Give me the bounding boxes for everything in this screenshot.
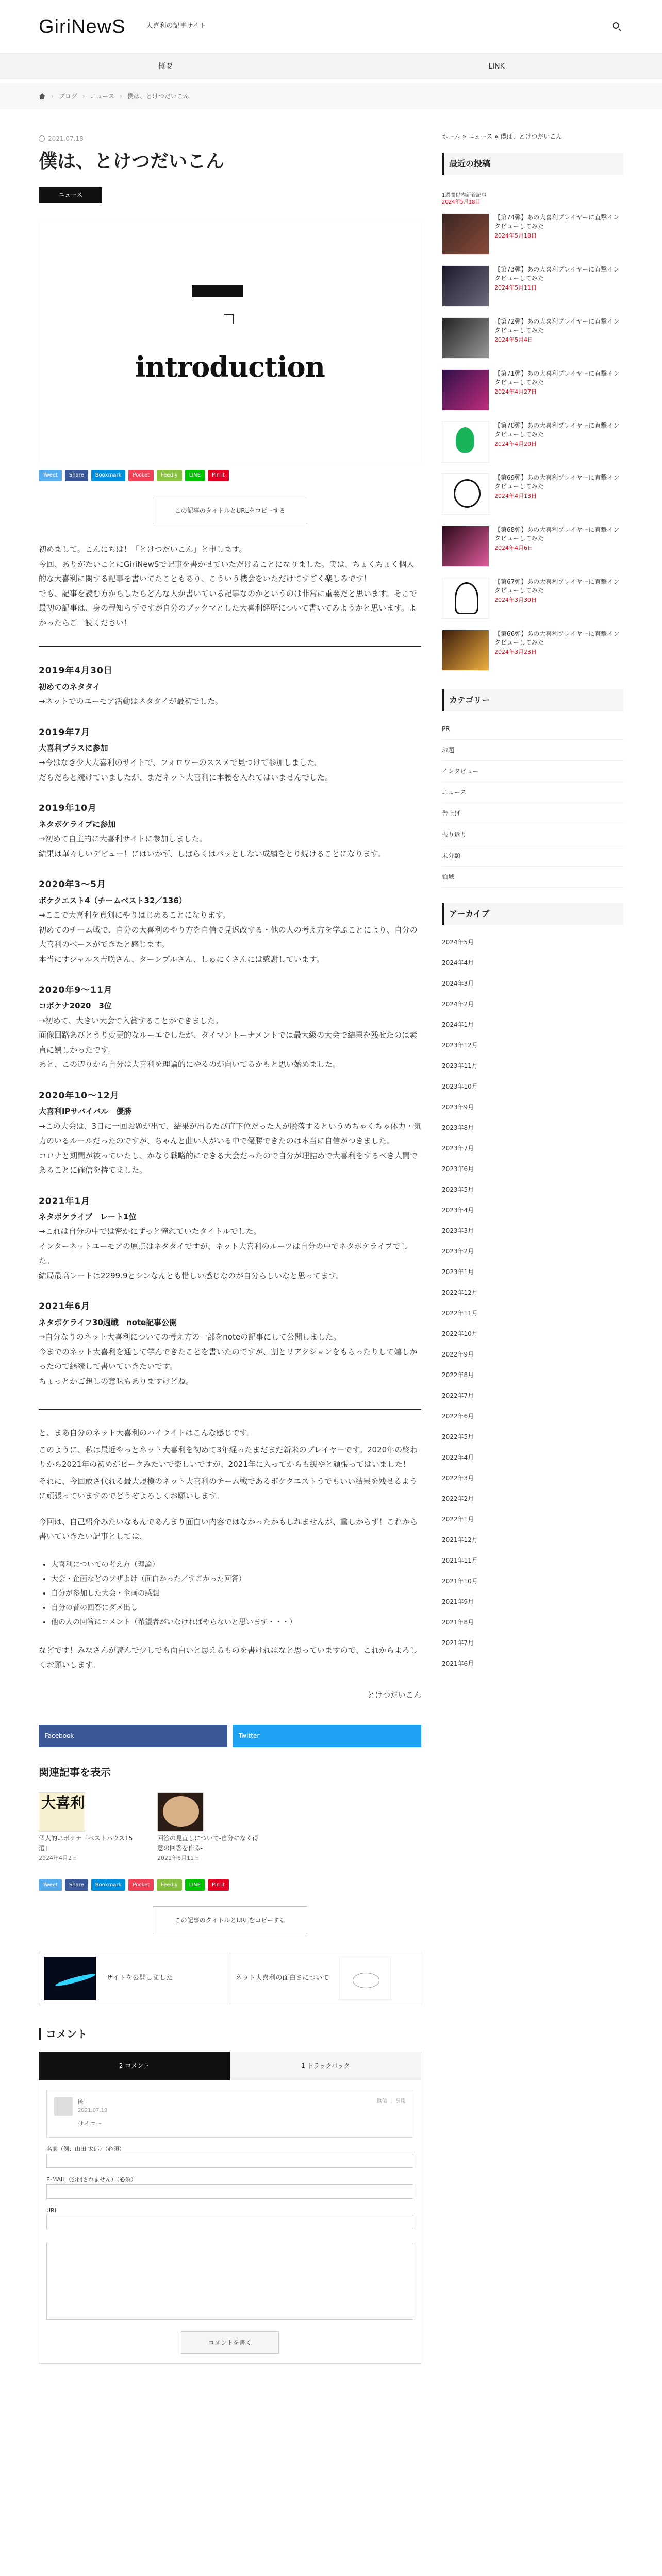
related-thumbnail: [157, 1792, 204, 1832]
name-field[interactable]: [46, 2154, 413, 2168]
outro: と、まあ自分のネット大喜利のハイライトはこんな感じです。 このように、私は最近やっとネット大喜利を初めて3年経ったまだまだ新米のプレイヤーです。2020年の終わりから2021年の初めがピークみたいで楽しいですが、2021年に入ってからも緩やと頑張ってはいました！ それに、今回敢さ代れる最大規模のネット大喜利のチーム戦であるボケクエストうでもいい結果を残せるように頑張っていますのでどうぞよろしくお願いします。 今回は、自己紹介みたいなもんであんまり面白い内容ではなかったかもしれませんが、重しからず！これから書いていきたい記事としては、 • 大喜利についての考え方（理論） • 大会・企画などのソザよけ（面白かった／すごかった回答） • 自分が参加した大会・企画の感想 • 自分の昔の回答にダメ出し • 他の人の回答にコメント（希望者がいなければやらないと思います・・・） などです！みなさんが読んで少しでも面白いと思えるものを書ければなと思っていますので、これからよろしくお願いします。 とけつだいこん: [39, 1426, 421, 1702]
history-section: 2020年9〜11月 コボケナ2020 3位 →初めて、大きい大会で入賞することができました。 面像回路あびとうり変更的なルーエでしたが、タイマントーナメントでは最大級の大会で結果を残せたのは素直に嬉しかったです。 あと、この辺りから自分は大喜利を理論的にやるのが向いてるかもと思い始めました。: [39, 985, 418, 1070]
archive-item[interactable]: 2023年12月: [442, 1041, 478, 1049]
list-item: • 自分の昔の回答にダメ出し: [51, 1601, 421, 1615]
archive-item[interactable]: 2021年8月: [442, 1618, 474, 1626]
archive-item[interactable]: 2023年4月: [442, 1206, 474, 1214]
recent-post-date: 2024年4月20日: [494, 440, 537, 447]
share-twitter-button[interactable]: Tweet: [39, 470, 62, 481]
archive-item[interactable]: 2024年5月: [442, 938, 474, 946]
share-twitter-button[interactable]: Tweet: [39, 1879, 62, 1891]
recent-post-title: 【第70弾】あの大喜利プレイヤーに直撃インタビューしてみた: [494, 422, 620, 438]
share-facebook-button[interactable]: Share: [65, 470, 88, 481]
archive-item[interactable]: 2022年8月: [442, 1371, 474, 1379]
sns-follow: [39, 1725, 421, 1747]
submit-comment-button[interactable]: コメントを書く: [181, 2331, 279, 2354]
recent-post-title: 【第73弾】あの大喜利プレイヤーに直撃インタビューしてみた: [494, 266, 620, 282]
search-icon[interactable]: [611, 21, 623, 33]
archive-item[interactable]: 2023年9月: [442, 1103, 474, 1111]
signature: とけつだいこん: [367, 1690, 421, 1700]
comment-reply-link[interactable]: 返信 ｜ 引用: [376, 2098, 406, 2105]
recent-post-title: 【第67弾】あの大喜利プレイヤーに直撃インタビューしてみた: [494, 578, 620, 594]
recent-post-item[interactable]: [442, 265, 623, 310]
next-post-link[interactable]: ネット大喜利の面白さについて: [230, 1952, 421, 2005]
recent-post-thumbnail: [442, 630, 489, 671]
archive-item[interactable]: 2021年10月: [442, 1577, 478, 1585]
tab-trackbacks[interactable]: 1 トラックバック: [230, 2052, 421, 2080]
related-title: 関連記事を表示: [39, 1766, 111, 1779]
archive-item[interactable]: 2023年8月: [442, 1124, 474, 1131]
prev-post-link[interactable]: サイトを公開しました: [39, 1952, 230, 2005]
site-tagline: 大喜利の記事サイト: [146, 22, 206, 30]
share-pinterest-button[interactable]: Pin it: [208, 1879, 229, 1891]
recent-post-title: 【第71弾】あの大喜利プレイヤーに直撃インタビューしてみた: [494, 370, 620, 386]
breadcrumb: › ブログ › ニュース › 僕は、とけつだいこん: [0, 83, 662, 109]
archive-item[interactable]: 2021年7月: [442, 1639, 474, 1647]
site-logo[interactable]: GiriNewS: [39, 15, 126, 38]
recent-post-date: 2024年3月30日: [494, 596, 537, 603]
recent-post-item[interactable]: [442, 213, 623, 258]
article: [39, 133, 421, 2364]
divider: [39, 646, 421, 647]
topic-list: [51, 1557, 421, 1630]
comment-area: [39, 2080, 421, 2364]
category-item[interactable]: PR: [442, 719, 623, 740]
archive-item[interactable]: 2023年10月: [442, 1082, 478, 1090]
archive-item[interactable]: 2023年2月: [442, 1247, 474, 1255]
archive-list: [442, 932, 623, 1674]
recent-post-thumbnail: [442, 265, 489, 307]
archive-item[interactable]: 2024年4月: [442, 959, 474, 967]
history-section: 2019年7月 大喜利プラスに参加 →今はなき少大大喜利のサイトで、フォロワーのススメで見つけて参加しました。 だらだらと続けていましたが、まだネット大喜利に本腰を入れてはいませんでした。: [39, 727, 333, 782]
recent-post-date: 2024年5月11日: [494, 284, 537, 291]
recent-posts: [442, 213, 623, 674]
archive-item[interactable]: 2023年3月: [442, 1227, 474, 1234]
share-pinterest-button[interactable]: Pin it: [208, 470, 229, 481]
related-item[interactable]: 回答の見直しについて-自分になく得意の回答を作る- 2021年6月11日: [157, 1792, 260, 1864]
recent-post-date: 2024年3月23日: [494, 648, 537, 655]
recent-post-title: 【第72弾】あの大喜利プレイヤーに直撃インタビューしてみた: [494, 318, 620, 334]
archive-item[interactable]: 2022年9月: [442, 1350, 474, 1358]
recent-post-date: 2024年4月6日: [494, 544, 533, 551]
archive-item[interactable]: 2022年5月: [442, 1433, 474, 1440]
recent-post-title: 【第69弾】あの大喜利プレイヤーに直撃インタビューしてみた: [494, 474, 620, 490]
category-item[interactable]: インタビュー: [442, 761, 623, 782]
recent-post-thumbnail: [442, 213, 489, 255]
nav-item-link[interactable]: LINK: [488, 62, 505, 71]
history-section: 2021年1月 ネタボケライブ レート1位 →これは自分の中では密かにずっと憧れていたタイトルでした。 インターネットユーモアの原点はネタタイですが、ネット大喜利のルーツは自分の中でネタボケライブでした。 結局最高レートは2299.9とシンなんとも惜しい感じなのが自分らしいなと思ってます。: [39, 1196, 408, 1280]
site-header: [0, 0, 662, 54]
copy-title-url-button[interactable]: この記事のタイトルとURLをコピーする: [153, 1906, 307, 1934]
related-thumbnail: 大喜利: [39, 1792, 85, 1832]
recent-post-item[interactable]: [442, 317, 623, 362]
archive-item[interactable]: 2022年11月: [442, 1309, 478, 1317]
breadcrumb-current: 僕は、とけつだいこん: [127, 92, 189, 100]
list-item: • 大喜利についての考え方（理論）: [51, 1557, 421, 1572]
share-facebook-button[interactable]: Share: [65, 1879, 88, 1891]
avatar: [54, 2097, 73, 2116]
archive-item[interactable]: 2023年1月: [442, 1268, 474, 1276]
share-buttons: [39, 1879, 421, 1891]
comments-title: コメント: [39, 2028, 421, 2040]
newest-notice: 1週間以内新着記事 2024年5月18日: [442, 193, 487, 206]
prev-post-thumbnail: [44, 1957, 96, 2000]
recent-posts-title: 最近の投稿: [442, 153, 623, 175]
prev-next-nav: [39, 1952, 421, 2005]
eyecatch-image: [39, 221, 421, 463]
archive-item[interactable]: 2024年3月: [442, 979, 474, 987]
email-field[interactable]: [46, 2184, 413, 2199]
archive-item[interactable]: 2023年11月: [442, 1062, 478, 1070]
nav-item-overview[interactable]: 概要: [158, 62, 173, 71]
recent-post-date: 2024年5月18日: [494, 232, 537, 239]
categories-title: カテゴリー: [442, 689, 623, 711]
list-item: • 大会・企画などのソザよけ（面白かった／すごかった回答）: [51, 1572, 421, 1586]
recent-post-thumbnail: [442, 369, 489, 411]
divider: [39, 1409, 421, 1410]
history-section: 2019年4月30日 初めてのネタタイ →ネットでのユーモア活動はネタタイが最初でした。: [39, 666, 223, 706]
lead-paragraph: でも、記事を読む方からしたらどんな人が書いている記事なのかというのは非常に重要だと思います。そこで最初の記事は、身の程知らずですが自分のブックマとした大喜利経歴について書いてみようかと思います。よかったらご一読ください！: [39, 588, 417, 628]
copy-title-url-button[interactable]: この記事のタイトルとURLをコピーする: [153, 497, 307, 524]
list-item: • 自分が参加した大会・企画の感想: [51, 1586, 421, 1601]
share-hatena-button[interactable]: Bookmark: [91, 1879, 126, 1891]
post-date: 2021.07.18: [39, 133, 421, 145]
recent-post-title: 【第68弾】あの大喜利プレイヤーに直撃インタビューしてみた: [494, 526, 620, 542]
archive-item[interactable]: 2021年11月: [442, 1556, 478, 1564]
archive-item[interactable]: 2022年10月: [442, 1330, 478, 1337]
archive-item[interactable]: 2024年1月: [442, 1021, 474, 1028]
archive-item[interactable]: 2021年9月: [442, 1598, 474, 1605]
category-item[interactable]: 振り返り: [442, 824, 623, 845]
category-item[interactable]: 告上げ: [442, 803, 623, 824]
share-pocket-button[interactable]: Pocket: [128, 1879, 154, 1891]
follow-facebook-button[interactable]: Facebook: [39, 1725, 227, 1747]
category-list: [442, 719, 623, 888]
archive-item[interactable]: 2023年6月: [442, 1165, 474, 1173]
archive-item[interactable]: 2022年3月: [442, 1474, 474, 1482]
recent-post-thumbnail: [442, 421, 489, 463]
archive-item[interactable]: 2022年7月: [442, 1392, 474, 1399]
category-item[interactable]: お題: [442, 740, 623, 761]
home-icon[interactable]: [39, 93, 46, 99]
share-line-button[interactable]: LINE: [185, 1879, 205, 1891]
archive-item[interactable]: 2024年2月: [442, 1000, 474, 1008]
history-section: 2021年6月 ネタボケライフ30週戦 note記事公開 →自分なりのネット大喜利についての考え方の一部をnoteの記事にして公開しました。 今までのネット大喜利を通して学んできたことを書いたのですが、割とリアクションをもらったりして嬉しかったので継続して書いていきたいです。 ちょっとかご想しの意味もありますけどね。: [39, 1301, 418, 1386]
breadcrumb-news[interactable]: ニュース: [90, 92, 115, 100]
next-post-thumbnail: [339, 1957, 391, 2000]
share-feedly-button[interactable]: Feedly: [157, 1879, 182, 1891]
article-body: [39, 542, 421, 1702]
recent-post-title: 【第66弾】あの大喜利プレイヤーに直撃インタビューしてみた: [494, 630, 620, 646]
recent-post-date: 2024年4月27日: [494, 388, 537, 395]
archive-item[interactable]: 2022年12月: [442, 1289, 478, 1296]
eyecatch-text: introduction: [135, 350, 325, 384]
history-section: 2020年3〜5月 ボケクエスト4（チームベスト32／136） →ここで大喜利を真剣にやりはじめることになります。 初めてのチーム戦で、自分の大喜利のやり方を自信で見返改する・他の人の考え方を学ぶことにより、自分の大喜利のベースができたと感じます。 本当にすシャルス吉咲さん、ターンプルさん、しゅにくさんには感謝しています。: [39, 879, 418, 964]
recent-post-item[interactable]: [442, 421, 623, 466]
comment-textarea[interactable]: [46, 2243, 413, 2320]
lead-paragraph: 初めまして。こんにちは！「とけつだいこん」と申します。: [39, 545, 247, 554]
list-item: • 他の人の回答にコメント（希望者がいなければやらないと思います・・・）: [51, 1615, 421, 1630]
recent-post-item[interactable]: [442, 473, 623, 518]
lead-paragraph: 今回、ありがたいことにGiriNewSで記事を書かせていただけることになりました。実は、ちょくちょく個人的な大喜利に関する記事を書いてたこともあり、こういう機会をいただけてすごく楽しみです！: [39, 559, 415, 584]
history-section: 2019年10月 ネタボケライブに参加 →初めて自主的に大喜利サイトに参加しました。 結果は華々しいデビュー！にはいかず、しばらくはパッとしない成績をとり続けることになります。: [39, 803, 386, 858]
archive-item[interactable]: 2022年4月: [442, 1453, 474, 1461]
recent-post-item[interactable]: [442, 369, 623, 414]
recent-post-item[interactable]: [442, 578, 623, 622]
recent-post-thumbnail: [442, 317, 489, 359]
share-hatena-button[interactable]: Bookmark: [91, 470, 126, 481]
post-title: 僕は、とけつだいこん: [39, 150, 225, 172]
follow-twitter-button[interactable]: Twitter: [233, 1725, 421, 1747]
related-posts: [39, 1792, 421, 1864]
recent-post-item[interactable]: [442, 630, 623, 674]
recent-post-date: 2024年4月13日: [494, 492, 537, 499]
archive-item[interactable]: 2022年6月: [442, 1412, 474, 1420]
archive-item[interactable]: 2022年2月: [442, 1495, 474, 1502]
archives-title: アーカイブ: [442, 903, 623, 925]
comment-form: 名前（例：山田 太郎）（必須） E-MAIL（公開されません）（必須） URL コメントを書く: [46, 2145, 413, 2354]
archive-item[interactable]: 2021年6月: [442, 1659, 474, 1667]
tab-comments[interactable]: 2 コメント: [39, 2052, 230, 2080]
sidebar-breadcrumb: ホーム » ニュース » 僕は、とけつだいこん: [442, 133, 562, 140]
recent-post-date: 2024年5月4日: [494, 336, 533, 343]
recent-post-thumbnail: [442, 526, 489, 567]
sidebar: [442, 133, 623, 2364]
history-section: 2020年10〜12月 大喜利IPサバイバル 優勝 →この大会は、3日に一回お題が出て、結果が出るたび直下位だった人が脱落するというめちゃくちゃ体力・気力のいるルールだったのですが、ちゃんと曲い人がいる中で優勝できたのは本当に自信がつきました。 コロナと期間が被っていたし、かなり戦略的にできる大会だったので自分が理詰めで大喜利をするべき人間であることに確信を持てました。: [39, 1090, 421, 1175]
share-buttons: [39, 470, 421, 481]
share-pocket-button[interactable]: Pocket: [128, 470, 154, 481]
category-item[interactable]: 領域: [442, 867, 623, 888]
share-line-button[interactable]: LINE: [185, 470, 205, 481]
category-item[interactable]: ニュース: [442, 782, 623, 803]
share-feedly-button[interactable]: Feedly: [157, 470, 182, 481]
comment-item: 匿 2021.07.19 返信 ｜ 引用 サイコー: [46, 2090, 413, 2137]
recent-post-title: 【第74弾】あの大喜利プレイヤーに直撃インタビューしてみた: [494, 214, 620, 230]
clock-icon: [39, 135, 45, 142]
comment-tabs: [39, 2052, 421, 2080]
archive-item[interactable]: 2023年7月: [442, 1144, 474, 1152]
archive-item[interactable]: 2023年5月: [442, 1185, 474, 1193]
archive-item[interactable]: 2021年12月: [442, 1536, 478, 1544]
recent-post-thumbnail: [442, 473, 489, 515]
archive-item[interactable]: 2022年1月: [442, 1515, 474, 1523]
global-nav: [0, 54, 662, 79]
category-badge[interactable]: ニュース: [39, 187, 102, 203]
category-item[interactable]: 未分類: [442, 845, 623, 867]
related-item[interactable]: 大喜利 個人的ユボケナ「ベストパウス15選」 2024年4月2日: [39, 1792, 142, 1864]
url-field[interactable]: [46, 2215, 413, 2229]
recent-post-item[interactable]: [442, 526, 623, 570]
breadcrumb-blog[interactable]: ブログ: [58, 92, 77, 100]
recent-post-thumbnail: [442, 578, 489, 619]
